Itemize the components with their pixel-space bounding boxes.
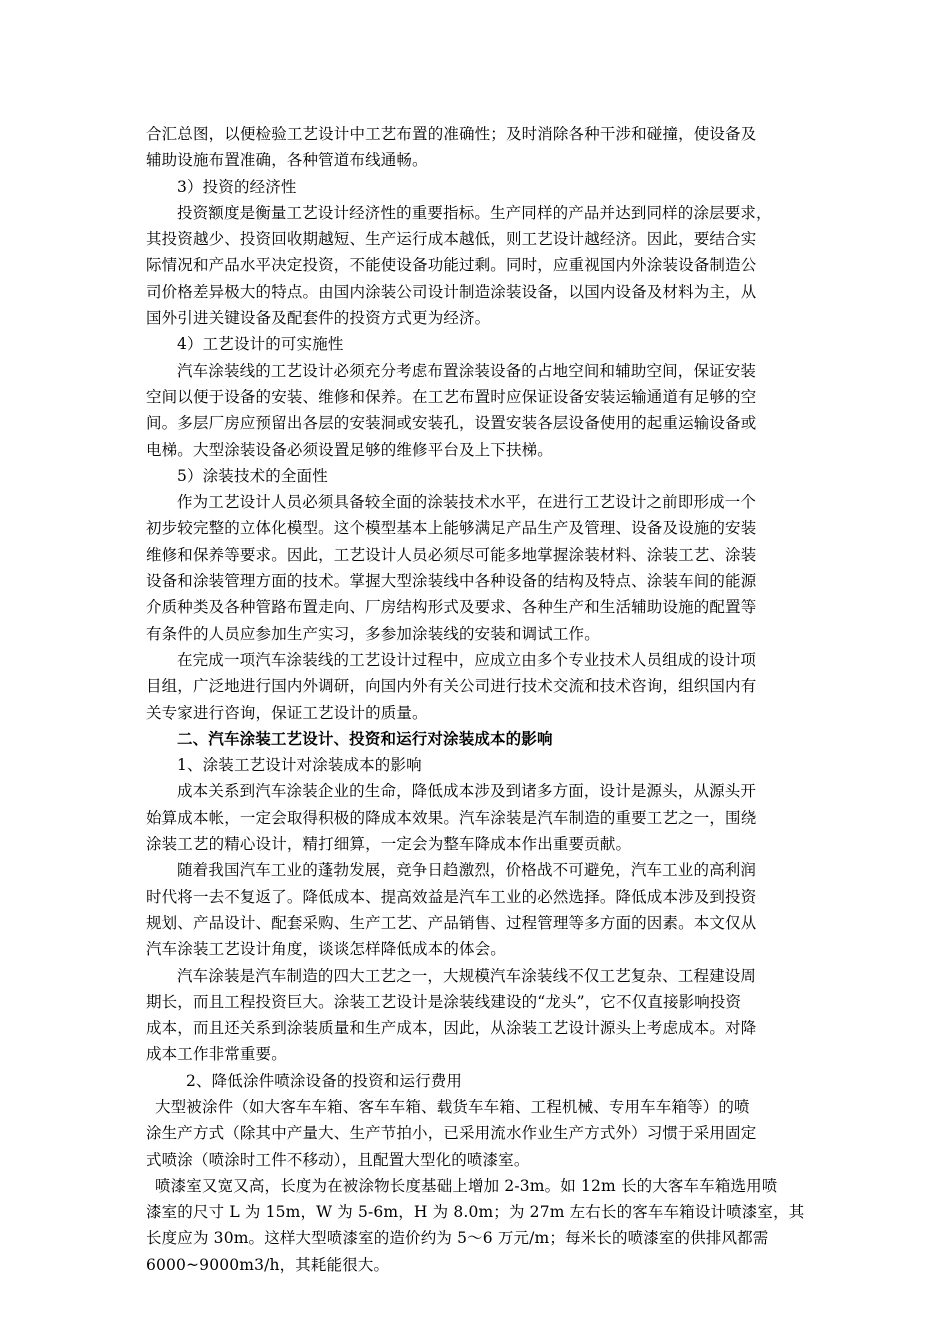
text-line: 辅助设施布置准确，各种管道布线通畅。 (146, 151, 428, 170)
text-line: 期长，而且工程投资巨大。涂装工艺设计是涂装线建设的“龙头”，它不仅直接影响投资 (146, 992, 742, 1011)
text-line: 关专家进行咨询，保证工艺设计的质量。 (146, 703, 428, 722)
text-line: 空间以便于设备的安装、维修和保养。在工艺布置时应保证设备安装运输通道有足够的空 (146, 387, 757, 406)
section-heading: 3）投资的经济性 (177, 177, 297, 196)
text-line: 司价格差异极大的特点。由国内涂装公司设计制造涂装设备，以国内设备及材料为主，从 (146, 282, 757, 301)
text-line: 汽车涂装工艺设计角度，谈谈怎样降低成本的体会。 (146, 940, 506, 959)
text-line: 合汇总图，以便检验工艺设计中工艺布置的准确性；及时消除各种干涉和碰撞，使设备及 (146, 125, 757, 143)
text-line: 涂装工艺的精心设计，精打细算，一定会为整车降成本作出重要贡献。 (146, 835, 632, 854)
text-line: 其投资越少、投资回收期越短、生产运行成本越低，则工艺设计越经济。因此，要结合实 (146, 230, 757, 249)
text-line: 成本关系到汽车涂装企业的生命，降低成本涉及到诸多方面，设计是源头，从源头开 (177, 782, 757, 801)
text-line: 国外引进关键设备及配套件的投资方式更为经济。 (146, 309, 491, 328)
text-line: 成本，而且还关系到涂装质量和生产成本，因此，从涂装工艺设计源头上考虑成本。对降 (146, 1019, 757, 1038)
text-line: 时代将一去不复返了。降低成本、提高效益是汽车工业的必然选择。降低成本涉及到投资 (146, 887, 757, 906)
text-line: 目组，广泛地进行国内外调研，向国内外有关公司进行技术交流和技术咨询，组织国内有 (146, 677, 757, 696)
text-line: 喷漆室又宽又高，长度为在被涂物长度基础上增加 2-3m。如 12m 长的大客车车箱选用喷 (155, 1176, 778, 1195)
text-line: 介质种类及各种管路布置走向、厂房结构形式及要求、各种生产和生活辅助设施的配置等 (146, 598, 757, 617)
text-line: 汽车涂装是汽车制造的四大工艺之一，大规模汽车涂装线不仅工艺复杂、工程建设周 (177, 966, 757, 985)
section-heading: 1、涂装工艺设计对涂装成本的影响 (177, 756, 422, 775)
section-heading: 5）涂装技术的全面性 (177, 466, 328, 485)
text-line: 漆室的尺寸 L 为 15m，W 为 5-6m，H 为 8.0m；为 27m 左右长的客车车箱设计喷漆室，其 (146, 1203, 805, 1222)
text-line: 作为工艺设计人员必须具备较全面的涂装技术水平，在进行工艺设计之前即形成一个 (177, 493, 757, 512)
text-line: 长度应为 30m。这样大型喷漆室的造价约为 5～6 万元/m；每米长的喷漆室的供排风都需 (146, 1229, 769, 1248)
text-line: 成本工作非常重要。 (146, 1045, 287, 1064)
text-line: 有条件的人员应参加生产实习，多参加涂装线的安装和调试工作。 (146, 624, 600, 643)
text-line: 电梯。大型涂装设备必须设置足够的维修平台及上下扶梯。 (146, 440, 553, 459)
text-line: 式喷涂（喷涂时工件不移动），且配置大型化的喷漆室。 (146, 1150, 530, 1169)
text-line: 大型被涂件（如大客车车箱、客车车箱、载货车车箱、工程机械、专用车车箱等）的喷 (155, 1097, 750, 1116)
text-line: 在完成一项汽车涂装线的工艺设计过程中，应成立由多个专业技术人员组成的设计项 (177, 650, 757, 669)
text-line: 始算成本帐，一定会取得积极的降成本效果。汽车涂装是汽车制造的重要工艺之一，围绕 (146, 808, 757, 827)
text-line: 规划、产品设计、配套采购、生产工艺、产品销售、过程管理等多方面的因素。本文仅从 (146, 913, 757, 932)
text-line: 随着我国汽车工业的蓬勃发展，竞争日趋激烈，价格战不可避免，汽车工业的高利润 (177, 861, 757, 880)
text-line: 6000~9000m3/h，其耗能很大。 (146, 1255, 390, 1274)
text-line: 汽车涂装线的工艺设计必须充分考虑布置涂装设备的占地空间和辅助空间，保证安装 (177, 361, 757, 380)
text-line: 际情况和产品水平决定投资，不能使设备功能过剩。同时，应重视国内外涂装设备制造公 (146, 256, 757, 275)
chapter-heading: 二、汽车涂装工艺设计、投资和运行对涂装成本的影响 (177, 728, 553, 748)
text-line: 维修和保养等要求。因此，工艺设计人员必须尽可能多地掌握涂装材料、涂装工艺、涂装 (146, 545, 757, 564)
document-body (146, 121, 810, 1278)
section-heading: 4）工艺设计的可实施性 (177, 335, 344, 354)
text-line: 涂生产方式（除其中产量大、生产节拍小，已采用流水作业生产方式外）习惯于采用固定 (146, 1124, 757, 1143)
text-line: 初步较完整的立体化模型。这个模型基本上能够满足产品生产及管理、设备及设施的安装 (146, 519, 757, 538)
text-line: 设备和涂装管理方面的技术。掌握大型涂装线中各种设备的结构及特点、涂装车间的能源 (146, 572, 757, 591)
section-heading: 2、降低涂件喷涂设备的投资和运行费用 (186, 1071, 463, 1090)
text-line: 间。多层厂房应预留出各层的安装洞或安装孔，设置安装各层设备使用的起重运输设备或 (146, 414, 757, 433)
text-line: 投资额度是衡量工艺设计经济性的重要指标。生产同样的产品并达到同样的涂层要求， (177, 203, 772, 222)
